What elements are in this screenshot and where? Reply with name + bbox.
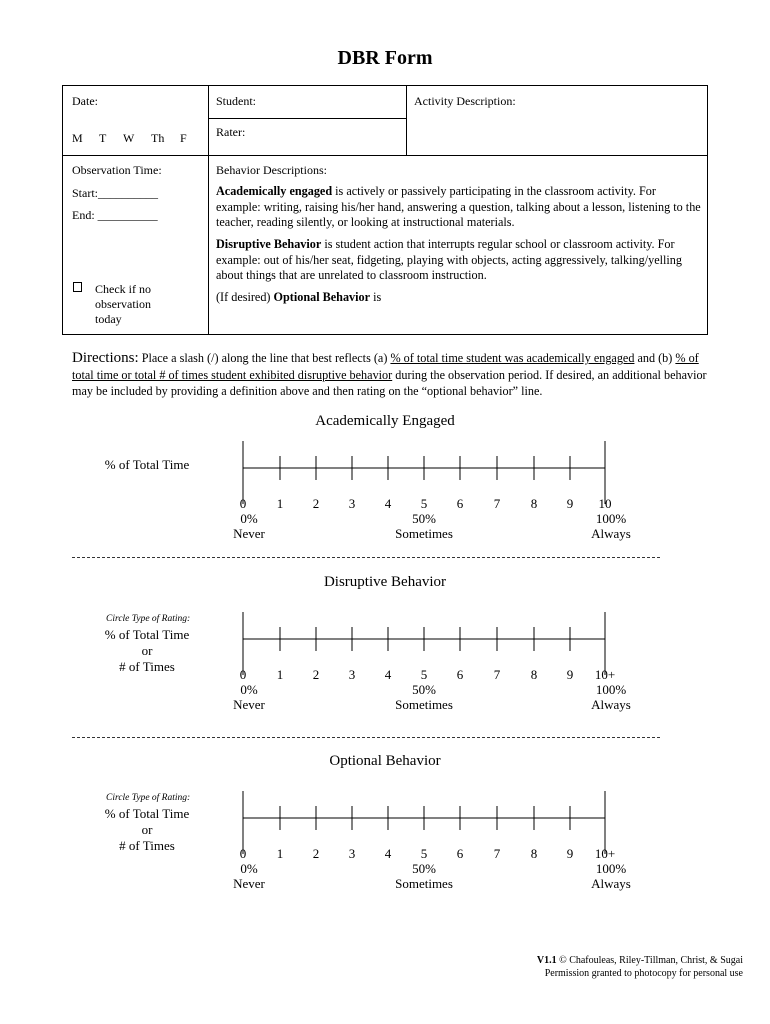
directions-label: Directions:	[72, 350, 139, 366]
check-label-line: today	[95, 312, 122, 326]
measure-type-option[interactable]: or	[141, 643, 153, 658]
behavior-descriptions-label: Behavior Descriptions:	[216, 163, 327, 177]
tick-label: 9	[566, 846, 574, 861]
footer-version: V1.1	[536, 955, 557, 966]
anchor-word: Always	[591, 876, 631, 891]
section-divider	[72, 737, 660, 738]
footer	[537, 954, 743, 980]
tick-label: 0	[239, 496, 247, 511]
disruptive-text: is student action that interrupts regular school or classroom activity. For example: out of his/her seat, fidgeting, playing with objects, acting aggressively, talking/yelling about things that are unrelated to classroom instruction.	[216, 237, 682, 282]
table-divider	[208, 118, 406, 119]
start-field[interactable]: Start:__________	[72, 186, 158, 200]
measure-type-option[interactable]: # of Times	[119, 659, 175, 674]
directions	[72, 350, 712, 400]
tick-label: 7	[493, 667, 501, 682]
anchor-word: Never	[233, 526, 265, 541]
anchor-percent: 0%	[240, 682, 258, 697]
no-observation-checkbox[interactable]	[73, 282, 82, 292]
scale-title: Disruptive Behavior	[323, 574, 447, 590]
tick-label: 3	[348, 496, 356, 511]
tick-label: 0	[239, 667, 247, 682]
measure-type-option[interactable]: % of Total Time	[104, 627, 190, 642]
day-t[interactable]: T	[99, 131, 107, 145]
measure-type-option: % of Total Time	[104, 457, 190, 472]
tick-label: 1	[276, 667, 284, 682]
anchor-word: Sometimes	[395, 876, 453, 891]
measure-type-option[interactable]: % of Total Time	[104, 806, 190, 821]
tick-label: 8	[530, 667, 538, 682]
tick-label: 4	[384, 496, 392, 511]
engaged-definition	[216, 184, 702, 231]
optional-term: Optional Behavior	[273, 290, 371, 304]
optional-suffix: is	[370, 290, 382, 304]
tick-label: 0	[239, 846, 247, 861]
optional-prefix: (If desired)	[216, 290, 274, 304]
tick-label: 9	[566, 667, 574, 682]
footer-credit-text: © Chafouleas, Riley-Tillman, Christ, & Sugai	[556, 955, 743, 966]
tick-label: 4	[384, 667, 392, 682]
tick-label: 8	[530, 846, 538, 861]
check-label-line: Check if no	[95, 282, 151, 296]
anchor-word: Sometimes	[395, 526, 453, 541]
day-th[interactable]: Th	[151, 131, 165, 145]
measure-type-option[interactable]: or	[141, 822, 153, 837]
check-label-line: observation	[95, 297, 151, 311]
anchor-word: Always	[591, 526, 631, 541]
disruptive-term: Disruptive Behavior	[216, 237, 322, 251]
tick-label: 4	[384, 846, 392, 861]
tick-label: 5	[420, 846, 428, 861]
tick-label: 5	[420, 667, 428, 682]
anchor-percent: 100%	[595, 511, 627, 526]
rating-type-note: Circle Type of Rating:	[106, 614, 191, 624]
table-divider	[62, 155, 708, 156]
page-title: DBR Form	[337, 47, 433, 69]
anchor-percent: 50%	[412, 682, 436, 697]
anchor-percent: 50%	[412, 511, 436, 526]
anchor-percent: 100%	[595, 682, 627, 697]
tick-label: 10+	[594, 667, 616, 682]
student-field[interactable]: Student:	[216, 94, 257, 108]
measure-type-option[interactable]: # of Times	[119, 838, 175, 853]
scale-title: Optional Behavior	[329, 753, 441, 769]
rater-field[interactable]: Rater:	[216, 125, 246, 139]
day-w[interactable]: W	[123, 131, 135, 145]
tick-label: 2	[312, 496, 320, 511]
day-m[interactable]: M	[72, 131, 83, 145]
tick-label: 7	[493, 846, 501, 861]
directions-text: and (b)	[634, 351, 676, 365]
rating-type-note: Circle Type of Rating:	[106, 793, 191, 803]
tick-label: 8	[530, 496, 538, 511]
directions-underline-a: % of total time student was academically engaged	[390, 351, 635, 365]
anchor-percent: 100%	[595, 861, 627, 876]
tick-label: 2	[312, 846, 320, 861]
end-field[interactable]: End: __________	[72, 208, 158, 222]
tick-label: 5	[420, 496, 428, 511]
tick-label: 10	[598, 496, 612, 511]
section-divider	[72, 557, 660, 558]
disruptive-definition	[216, 237, 702, 284]
optional-definition[interactable]	[216, 290, 702, 306]
engaged-term: Academically engaged	[216, 184, 333, 198]
tick-label: 6	[456, 667, 464, 682]
tick-label: 3	[348, 667, 356, 682]
anchor-percent: 0%	[240, 861, 258, 876]
footer-permission: Permission granted to photocopy for personal use	[544, 968, 743, 979]
tick-label: 1	[276, 846, 284, 861]
anchor-percent: 0%	[240, 511, 258, 526]
activity-description-field[interactable]: Activity Description:	[414, 94, 516, 108]
anchor-word: Never	[233, 697, 265, 712]
directions-text: Place a slash (/) along the line that best reflects (a)	[138, 351, 391, 365]
table-divider	[208, 85, 209, 335]
tick-label: 6	[456, 846, 464, 861]
directions-underline-b: % of total time or total # of times student exhibited disruptive behavior	[72, 351, 699, 382]
date-label: Date:	[72, 94, 98, 108]
tick-label: 3	[348, 846, 356, 861]
tick-label: 7	[493, 496, 501, 511]
observation-time-label: Observation Time:	[72, 163, 162, 177]
day-f[interactable]: F	[180, 131, 187, 145]
scale-title: Academically Engaged	[315, 413, 455, 429]
tick-label: 10+	[594, 846, 616, 861]
anchor-percent: 50%	[412, 861, 436, 876]
tick-label: 6	[456, 496, 464, 511]
tick-label: 2	[312, 667, 320, 682]
tick-label: 1	[276, 496, 284, 511]
anchor-word: Never	[233, 876, 265, 891]
directions-text: during the observation period. If desired, an additional behavior may be included by providing a definition above and then rating on the “optional behavior” line.	[72, 367, 707, 398]
engaged-text: is actively or passively participating in the classroom activity. For example: writing, raising his/her hand, answering a question, talking about a lesson, listening to the teacher, reading silently, or looking at instructional materials.	[216, 184, 701, 229]
anchor-word: Sometimes	[395, 697, 453, 712]
anchor-word: Always	[591, 697, 631, 712]
tick-label: 9	[566, 496, 574, 511]
table-divider	[406, 85, 407, 155]
footer-credit	[537, 954, 743, 967]
